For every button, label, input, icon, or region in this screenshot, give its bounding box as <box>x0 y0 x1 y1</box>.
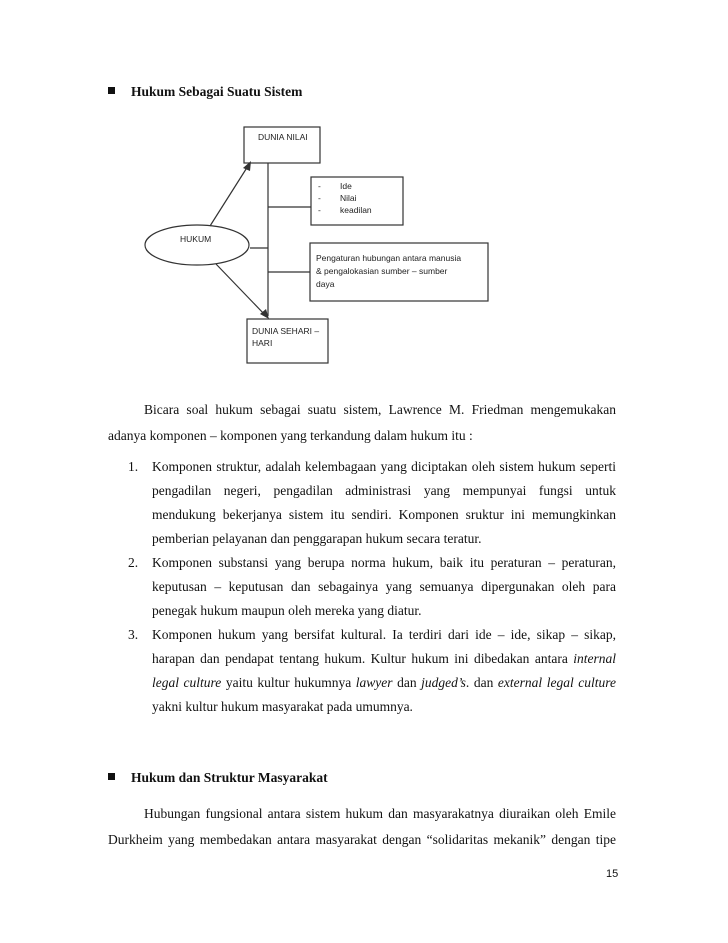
list-item <box>128 623 616 719</box>
relations-line-2: & pengalokasian sumber – sumber <box>316 266 448 276</box>
square-bullet-icon <box>108 773 115 780</box>
section-heading-2 <box>108 770 328 786</box>
value-nilai: Nilai <box>340 193 357 203</box>
value-keadilan: keadilan <box>340 205 372 215</box>
list-item-italic-c: judged’s <box>421 675 466 690</box>
values-dash-2: - <box>318 193 321 203</box>
list-item <box>128 551 616 623</box>
section2-line-2: Durkheim yang membedakan antara masyarakat dengan “solidaritas mekanik” dengan tipe <box>108 832 616 847</box>
list-number: 2. <box>128 555 139 570</box>
intro-paragraph <box>108 397 616 449</box>
legal-system-diagram <box>0 0 728 400</box>
dunia-nilai-label: DUNIA NILAI <box>258 132 308 142</box>
list-item-text-c: dan <box>392 675 422 690</box>
list-item-text: Komponen substansi yang berupa norma hukum, baik itu peraturan – peraturan, keputusan – keputusan dan sebagainya yang semuanya dipergunakan oleh para penegak hukum maupun oleh mereka yang diatur. <box>152 555 616 618</box>
list-item-italic-b: lawyer <box>355 675 393 690</box>
hukum-label: HUKUM <box>180 234 212 244</box>
arrow-to-dunia-sehari <box>216 264 266 316</box>
list-item-text-a: Komponen hukum yang bersifat kultural. Ia terdiri dari ide – ide, sikap – sikap, harapan dan pendapat tentang hukum. Kultur hukum ini dibedakan antara <box>152 627 616 666</box>
section-heading-1-text: Hukum Sebagai Suatu Sistem <box>131 84 303 99</box>
list-item-text: Komponen struktur, adalah kelembagaan yang diciptakan oleh sistem hukum seperti pengadilan negeri, pengadilan administrasi yang mempunyai fungsi untuk mendukung bekerjanya sistem itu sendiri. Komponen sruktur ini memungkinkan pemberian pelayanan dan penggarapan hukum secara teratur. <box>152 459 616 546</box>
list-item-italic-d: external legal culture <box>497 675 617 690</box>
relations-line-3: daya <box>316 279 335 289</box>
list-number: 3. <box>128 627 139 642</box>
page-number: 15 <box>606 868 619 880</box>
values-dash-3: - <box>318 205 321 215</box>
section-heading-2-text: Hukum dan Struktur Masyarakat <box>131 770 328 785</box>
values-dash-1: - <box>318 181 321 191</box>
section2-line-1: Hubungan fungsional antara sistem hukum dan masyarakatnya diuraikan oleh Emile <box>144 806 616 821</box>
intro-line-1: Bicara soal hukum sebagai suatu sistem, Lawrence M. Friedman mengemukakan <box>144 402 616 417</box>
list-item-text-e: yakni kultur hukum masyarakat pada umumnya. <box>152 699 413 714</box>
hukum-ellipse <box>145 225 249 265</box>
list-item-text-d: . dan <box>465 675 498 690</box>
intro-line-2: adanya komponen – komponen yang terkandung dalam hukum itu : <box>108 428 473 443</box>
section2-paragraph <box>108 801 616 853</box>
arrow-to-dunia-nilai <box>210 166 248 226</box>
value-ide: Ide <box>340 181 352 191</box>
list-item <box>128 455 616 551</box>
list-number: 1. <box>128 459 139 474</box>
dunia-sehari-line-1: DUNIA SEHARI – <box>252 326 320 336</box>
values-box <box>311 177 403 225</box>
dunia-sehari-line-2: HARI <box>252 338 273 348</box>
components-list <box>128 455 616 719</box>
list-item-italic-a: internal legal culture <box>152 651 616 690</box>
list-item-text-b: yaitu kultur hukumnya <box>221 675 356 690</box>
relations-line-1: Pengaturan hubungan antara manusia <box>316 253 462 263</box>
